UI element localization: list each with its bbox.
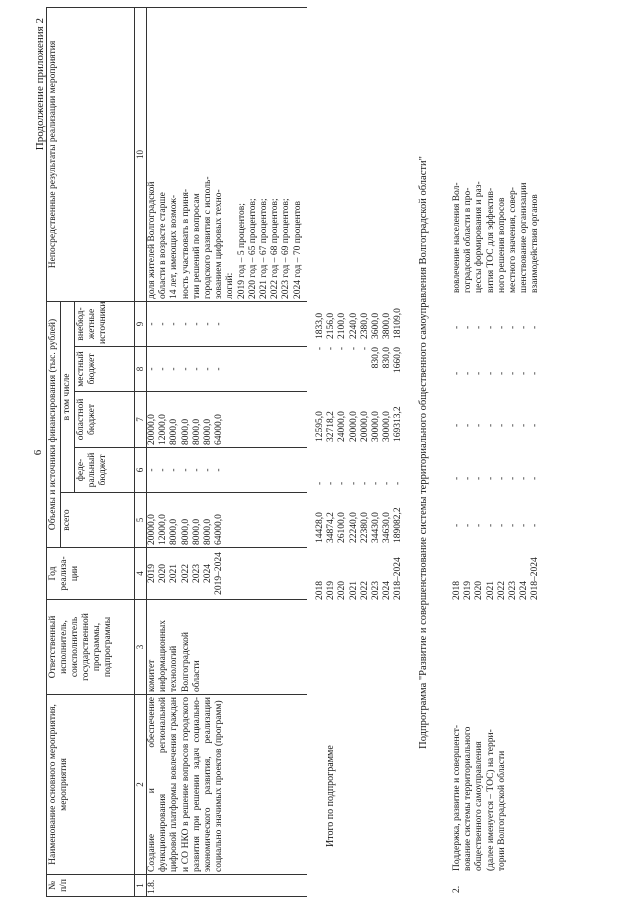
- row18-local: [147, 347, 307, 392]
- line-item: 2023: [508, 581, 519, 600]
- line-item: 20000,0: [359, 411, 370, 442]
- line-item: -: [158, 367, 169, 371]
- header-year: Год реализа-ции: [47, 548, 135, 600]
- line-item: 2022 год – 68 процентов;: [270, 198, 281, 299]
- line-item: -: [158, 468, 169, 472]
- line-item: -: [530, 371, 541, 375]
- subprogram-title: Подпрограмма "Развитие и совершенствование системы территориального общественного самоуправления Волгоградской области": [418, 156, 429, 749]
- line-item: -: [203, 468, 214, 472]
- line-item: 2023: [191, 564, 202, 583]
- line-item: -: [382, 481, 393, 485]
- line-item: 2018: [452, 581, 462, 600]
- line-item: -: [348, 347, 359, 351]
- header-federal: феде-ральный бюджет: [75, 448, 135, 493]
- line-item: области в возрасте старше: [158, 192, 169, 299]
- line-item: -: [452, 371, 462, 375]
- line-item: -: [371, 481, 382, 485]
- line-item: 2020 год – 65 процентов;: [247, 198, 258, 299]
- line-item: зованием цифровых техно-: [214, 189, 225, 299]
- line-item: -: [508, 423, 519, 427]
- row2-extra: [452, 326, 542, 329]
- header-extra: внебюд-жетные источники: [75, 301, 135, 346]
- line-item: -: [530, 476, 541, 480]
- line-item: -: [191, 367, 202, 371]
- line-item: 2019: [326, 581, 337, 600]
- line-item: (далее именуется – ТОС) на терри-: [485, 729, 496, 871]
- line-item: -: [180, 367, 191, 371]
- line-item: -: [393, 481, 404, 485]
- line-item: -: [474, 325, 485, 329]
- header-executor: Ответственный исполнитель, соисполнитель государственной программы, подпрограммы: [47, 600, 135, 695]
- row18-extra: [147, 301, 307, 346]
- line-item: -: [359, 347, 370, 351]
- line-item: -: [180, 468, 191, 472]
- line-item: тории Волгоградской области: [496, 750, 507, 871]
- line-item: вития ТОС для эффектив-: [485, 187, 496, 293]
- line-item: 12000,0: [158, 514, 169, 545]
- row2-total: [452, 524, 542, 527]
- itogo-total: [315, 507, 405, 543]
- line-item: общественного самоуправления: [474, 741, 485, 871]
- row18-name: Создание и обеспечение функционирования региональной цифровой платформы вовлечения граждан и СО НКО в решение вопросов городского развития при решении задач социально-экономического развития, реализации социально значимых проектов (программ): [147, 695, 307, 875]
- line-item: -: [214, 468, 225, 472]
- line-item: -: [214, 367, 225, 371]
- line-item: 189082,2: [393, 507, 404, 543]
- line-item: -: [474, 523, 485, 527]
- line-item: -: [452, 476, 462, 480]
- header-regional: областной бюджет: [75, 392, 135, 448]
- column-number: 3: [135, 600, 147, 695]
- line-item: -: [508, 476, 519, 480]
- header-results: Непосредственные результаты реализации мероприятия: [47, 7, 135, 301]
- line-item: 2023: [371, 581, 382, 600]
- row2-regional: [452, 424, 542, 427]
- header-name: Наименование основного мероприятия, мероприятия: [47, 695, 135, 875]
- row2-num: 2.: [452, 885, 462, 893]
- line-item: 2018–2024: [393, 557, 404, 600]
- line-item: 1660,0: [393, 347, 404, 374]
- line-item: 8000,0: [203, 418, 214, 445]
- line-item: шенствование организации: [519, 182, 530, 293]
- line-item: 2019: [147, 564, 157, 583]
- line-item: 830,0: [382, 347, 393, 369]
- line-item: -: [519, 476, 530, 480]
- line-item: -: [147, 468, 157, 472]
- line-item: 169313,2: [393, 406, 404, 442]
- line-item: -: [508, 523, 519, 527]
- row18-total: [147, 493, 307, 548]
- line-item: -: [452, 523, 462, 527]
- line-item: взаимодействия органов: [530, 194, 541, 293]
- row18-federal: [147, 448, 307, 493]
- line-item: -: [337, 481, 348, 485]
- itogo-local: [315, 347, 405, 385]
- line-item: 2380,0: [359, 312, 370, 339]
- line-item: -: [485, 523, 496, 527]
- line-item: 2023 год – 69 процентов;: [281, 198, 292, 299]
- line-item: -: [519, 325, 530, 329]
- itogo-extra: [315, 308, 405, 339]
- line-item: вование системы территориального: [463, 726, 474, 871]
- page-number: 6: [32, 449, 44, 456]
- line-item: 22380,0: [359, 512, 370, 543]
- header-total: всего: [61, 493, 135, 548]
- line-item: ность участвовать в приня-: [180, 188, 191, 299]
- line-item: 2024: [519, 581, 530, 600]
- line-item: 2024: [382, 581, 393, 600]
- financing-table: [46, 7, 307, 897]
- line-item: 2019 год – 5 процентов;: [236, 203, 247, 299]
- column-number: 9: [135, 301, 147, 346]
- line-item: 12595,0: [315, 411, 325, 442]
- header-local: местный бюджет: [75, 347, 135, 392]
- row18-num: 1.8.: [147, 875, 307, 897]
- line-item: 30000,0: [382, 411, 393, 442]
- line-item: -: [326, 481, 337, 485]
- line-item: -: [214, 322, 225, 326]
- line-item: 14428,0: [315, 512, 325, 543]
- line-item: 2018: [315, 581, 325, 600]
- line-item: -: [463, 476, 474, 480]
- line-item: логий:: [225, 272, 236, 299]
- line-item: местного значения, совер-: [508, 187, 519, 293]
- row2-federal: [452, 477, 542, 480]
- row18-years: [147, 548, 307, 600]
- column-numbers-row: [135, 7, 147, 896]
- line-item: 64000,0: [214, 414, 225, 445]
- line-item: 1833,0: [315, 312, 325, 339]
- line-item: 12000,0: [158, 414, 169, 445]
- line-item: -: [496, 523, 507, 527]
- line-item: 34874,2: [326, 512, 337, 543]
- line-item: 2021: [485, 581, 496, 600]
- itogo-federal: [315, 482, 405, 485]
- line-item: -: [508, 325, 519, 329]
- line-item: -: [519, 371, 530, 375]
- line-item: 64000,0: [214, 514, 225, 545]
- line-item: 2022: [359, 581, 370, 600]
- line-item: 2240,0: [348, 312, 359, 339]
- line-item: -: [463, 423, 474, 427]
- line-item: 8000,0: [169, 518, 180, 545]
- line-item: -: [169, 322, 180, 326]
- row18-results: [147, 7, 307, 301]
- column-number: 8: [135, 347, 147, 392]
- line-item: доля жителей Волгоградской: [147, 181, 157, 299]
- header-num: № п/п: [47, 875, 135, 897]
- line-item: 8000,0: [191, 418, 202, 445]
- line-item: цессы формирования и раз-: [474, 181, 485, 293]
- line-item: -: [180, 322, 191, 326]
- row18-executor: комитет информационных технологий Волгоградской области: [147, 600, 307, 695]
- column-number: 2: [135, 695, 147, 875]
- line-item: гоградской области в про-: [463, 187, 474, 293]
- column-number: 10: [135, 7, 147, 301]
- header-incl: в том числе: [61, 301, 75, 492]
- line-item: -: [485, 476, 496, 480]
- line-item: -: [508, 371, 519, 375]
- line-item: -: [496, 476, 507, 480]
- itogo-years: [315, 557, 405, 600]
- line-item: 32718,2: [326, 411, 337, 442]
- line-item: -: [169, 468, 180, 472]
- itogo-label: Итого по подпрограмме: [325, 745, 336, 847]
- line-item: 30000,0: [371, 411, 382, 442]
- line-item: -: [147, 322, 157, 326]
- line-item: -: [463, 371, 474, 375]
- line-item: -: [519, 423, 530, 427]
- row18-regional: [147, 392, 307, 448]
- line-item: -: [348, 481, 359, 485]
- line-item: тии решений по вопросам: [191, 193, 202, 299]
- row2-years: [452, 557, 542, 600]
- line-item: 14 лет, имеющих возмож-: [169, 194, 180, 299]
- line-item: -: [485, 371, 496, 375]
- line-item: -: [474, 476, 485, 480]
- line-item: -: [496, 371, 507, 375]
- line-item: ного решения вопросов: [496, 197, 507, 293]
- column-number: 1: [135, 875, 147, 897]
- row2-local: [452, 372, 542, 375]
- line-item: -: [337, 347, 348, 351]
- line-item: -: [191, 322, 202, 326]
- line-item: -: [315, 481, 325, 485]
- line-item: 2021 год – 67 процентов;: [259, 198, 270, 299]
- line-item: 34430,0: [371, 512, 382, 543]
- continuation-note: Продолжение приложения 2: [34, 18, 46, 151]
- line-item: -: [530, 423, 541, 427]
- line-item: -: [474, 371, 485, 375]
- column-number: 5: [135, 493, 147, 548]
- row2-name: [452, 725, 508, 871]
- line-item: -: [452, 423, 462, 427]
- line-item: 2021: [348, 581, 359, 600]
- line-item: -: [315, 347, 325, 351]
- line-item: 20000,0: [147, 414, 157, 445]
- line-item: 2022: [180, 564, 191, 583]
- row2-results: [452, 181, 542, 293]
- line-item: 3600,0: [371, 312, 382, 339]
- column-number: 7: [135, 392, 147, 448]
- line-item: 2020: [474, 581, 485, 600]
- itogo-regional: [315, 406, 405, 442]
- line-item: -: [203, 367, 214, 371]
- line-item: вовлечение населения Вол-: [452, 182, 462, 293]
- line-item: -: [530, 523, 541, 527]
- line-item: 2019–2024: [214, 552, 225, 595]
- line-item: 2018–2024: [530, 557, 541, 600]
- line-item: 2021: [169, 564, 180, 583]
- line-item: -: [191, 468, 202, 472]
- line-item: 34630,0: [382, 512, 393, 543]
- line-item: -: [158, 322, 169, 326]
- line-item: 2019: [463, 581, 474, 600]
- header-volumes: Объемы и источники финансирования (тыс. рублей): [47, 301, 61, 547]
- line-item: Поддержка, развитие и совершенст-: [452, 724, 462, 871]
- line-item: -: [326, 347, 337, 351]
- line-item: 22240,0: [348, 512, 359, 543]
- line-item: 24000,0: [337, 411, 348, 442]
- line-item: 2024 год – 70 процентов: [292, 201, 303, 299]
- line-item: -: [519, 523, 530, 527]
- line-item: -: [203, 322, 214, 326]
- line-item: 18109,0: [393, 308, 404, 339]
- line-item: -: [496, 423, 507, 427]
- line-item: 2022: [496, 581, 507, 600]
- line-item: 2020: [158, 564, 169, 583]
- line-item: -: [463, 325, 474, 329]
- line-item: -: [496, 325, 507, 329]
- line-item: 8000,0: [180, 418, 191, 445]
- line-item: 830,0: [371, 347, 382, 369]
- line-item: -: [359, 481, 370, 485]
- line-item: 8000,0: [180, 518, 191, 545]
- line-item: городского развития с исполь-: [203, 176, 214, 299]
- line-item: 2020: [337, 581, 348, 600]
- line-item: -: [530, 325, 541, 329]
- line-item: 3800,0: [382, 312, 393, 339]
- line-item: 2100,0: [337, 312, 348, 339]
- line-item: 20000,0: [348, 411, 359, 442]
- line-item: -: [474, 423, 485, 427]
- line-item: 8000,0: [169, 418, 180, 445]
- line-item: -: [485, 423, 496, 427]
- line-item: 20000,0: [147, 514, 157, 545]
- line-item: 26100,0: [337, 512, 348, 543]
- line-item: 8000,0: [191, 518, 202, 545]
- column-number: 6: [135, 448, 147, 493]
- line-item: -: [485, 325, 496, 329]
- line-item: -: [169, 367, 180, 371]
- line-item: 2156,0: [326, 312, 337, 339]
- line-item: 2024: [203, 564, 214, 583]
- line-item: -: [463, 523, 474, 527]
- column-number: 4: [135, 548, 147, 600]
- line-item: 8000,0: [203, 518, 214, 545]
- line-item: -: [147, 367, 157, 371]
- line-item: -: [452, 325, 462, 329]
